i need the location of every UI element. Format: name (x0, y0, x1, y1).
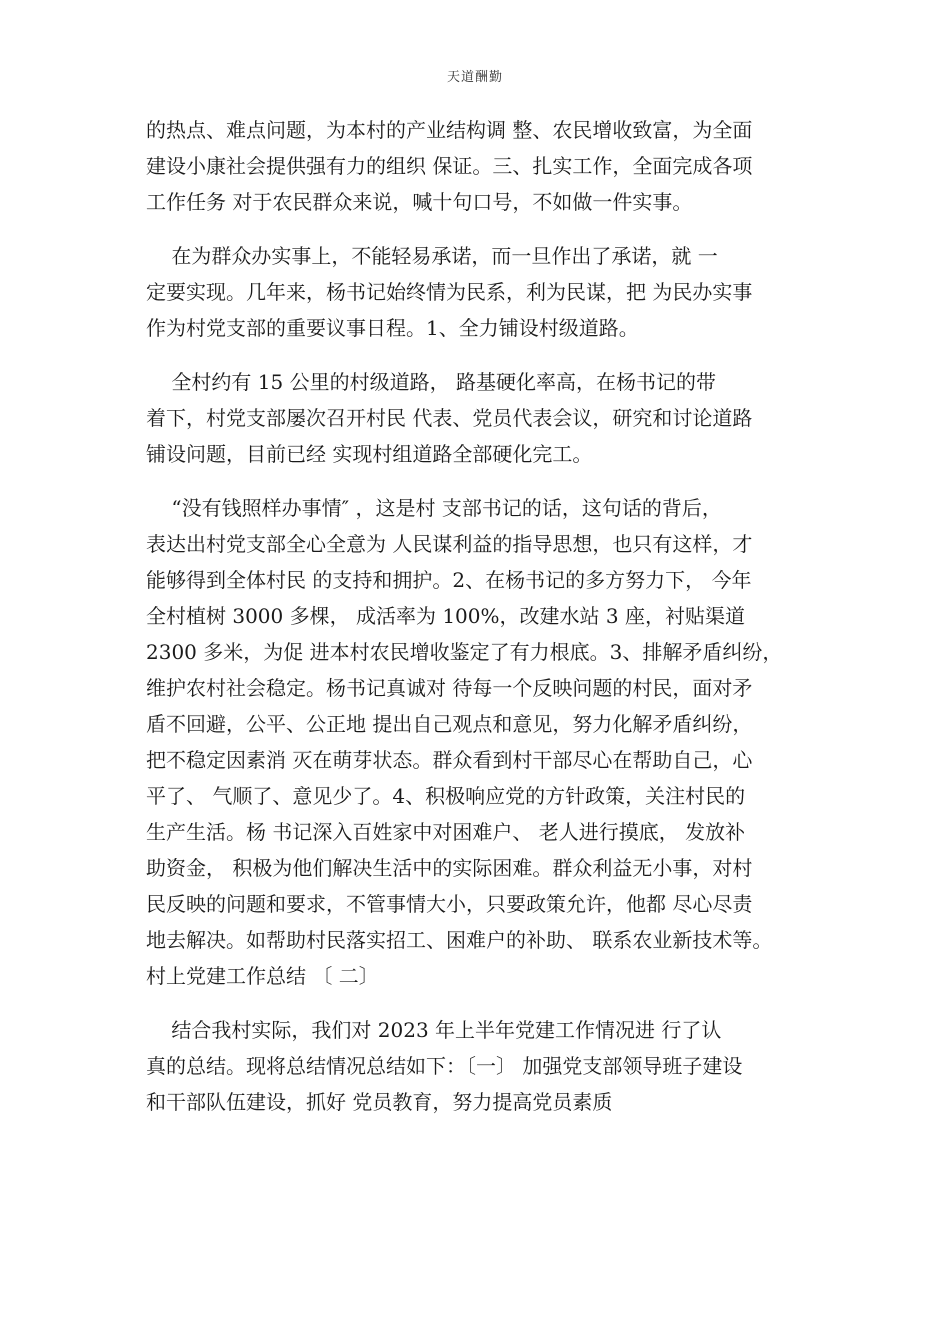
text-line: 生产生活。杨 书记深入百姓家中对困难户、 老人进行摸底， 发放补 (146, 820, 746, 844)
text-line: 结合我村实际，我们对 2023 年上半年党建工作情况进 行了认 (146, 1018, 722, 1042)
section-title-line: 村上党建工作总结 〔 二〕 (146, 964, 379, 988)
text-line: 地去解决。如帮助村民落实招工、困难户的补助、 联系农业新技术等。 (146, 928, 773, 952)
paragraph (146, 238, 816, 346)
text-line: 助资金， 积极为他们解决生活中的实际困难。群众利益无小事，对村 (146, 856, 753, 880)
text-line: 平了、 气顺了、意见少了。4、积极响应党的方针政策，关注村民的 (146, 784, 746, 808)
text-line: 全村约有 15 公里的村级道路， 路基硬化率高，在杨书记的带 (146, 370, 716, 394)
text-line: 在为群众办实事上，不能轻易承诺，而一旦作出了承诺，就 一 (146, 244, 718, 268)
text-line: 建设小康社会提供强有力的组织 保证。三、扎实工作，全面完成各项 (146, 154, 753, 178)
paragraph (146, 112, 816, 220)
text-line: 着下，村党支部屡次召开村民 代表、党员代表会议，研究和讨论道路 (146, 406, 753, 430)
paragraph (146, 364, 816, 472)
text-line: 真的总结。现将总结情况总结如下：〔一〕 加强党支部领导班子建设 (146, 1054, 743, 1078)
text-line: 盾不回避，公平、公正地 提出自己观点和意见，努力化解矛盾纠纷， (146, 712, 753, 736)
text-line: 维护农村社会稳定。杨书记真诚对 待每一个反映问题的村民，面对矛 (146, 676, 753, 700)
text-line: 定要实现。几年来，杨书记始终情为民系，利为民谋，把 为民办实事 (146, 280, 753, 304)
text-line: 工作任务 对于农民群众来说，喊十句口号，不如做一件实事。 (146, 190, 693, 214)
page-header: 天道酬勤 (446, 70, 503, 85)
text-line: 把不稳定因素消 灭在萌芽状态。群众看到村干部尽心在帮助自己，心 (146, 748, 753, 772)
text-line: 铺设问题，目前已经 实现村组道路全部硬化完工。 (146, 442, 593, 466)
document-body (146, 112, 816, 1138)
text-line: 的热点、难点问题，为本村的产业结构调 整、农民增收致富，为全面 (146, 118, 753, 142)
text-line: 民反映的问题和要求，不管事情大小，只要政策允许，他都 尽心尽责 (146, 892, 753, 916)
text-line: 作为村党支部的重要议事日程。1、全力铺设村级道路。 (146, 316, 639, 340)
text-line: 表达出村党支部全心全意为 人民谋利益的指导思想，也只有这样，才 (146, 532, 753, 556)
text-line: “没有钱照样办事情″ ，这是村 支部书记的话，这句话的背后， (146, 496, 722, 520)
text-line: 全村植树 3000 多棵， 成活率为 100%，改建水站 3 座，衬贴渠道 (146, 604, 745, 628)
paragraph (146, 490, 816, 994)
text-line: 2300 多米，为促 进本村农民增收鉴定了有力根底。3、排解矛盾纠纷， (146, 640, 783, 664)
text-line: 和干部队伍建设，抓好 党员教育，努力提高党员素质 (146, 1090, 613, 1114)
text-line: 能够得到全体村民 的支持和拥护。2、在杨书记的多方努力下， 今年 (146, 568, 752, 592)
paragraph (146, 1012, 816, 1120)
